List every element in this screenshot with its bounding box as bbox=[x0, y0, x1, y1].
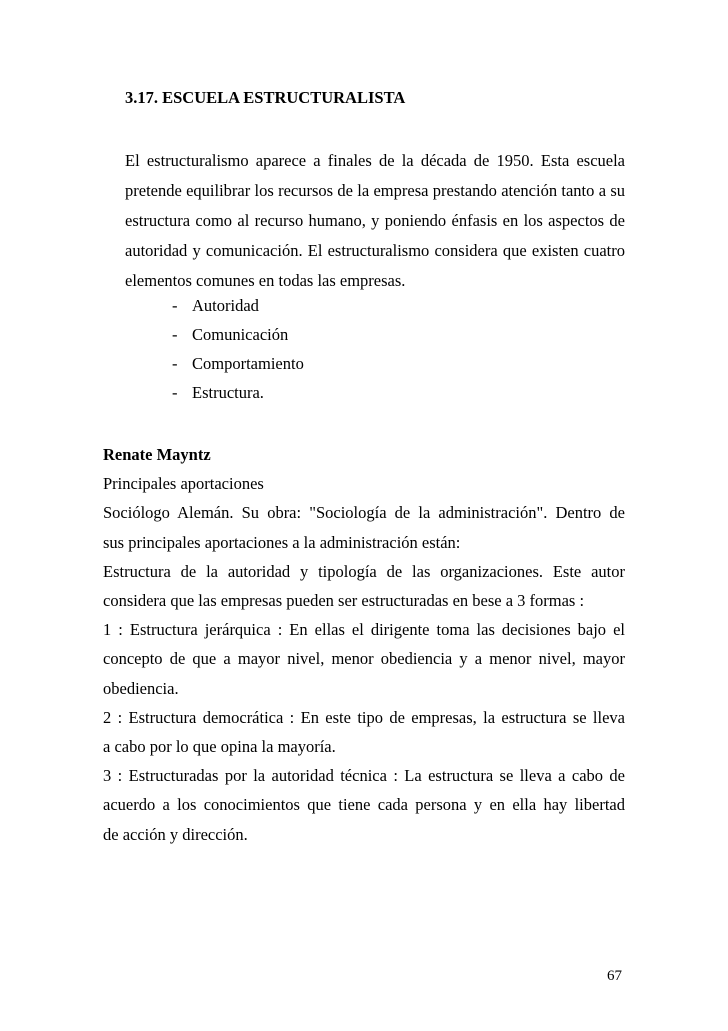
author-subtitle: Principales aportaciones bbox=[103, 474, 264, 494]
body-line: Estructura de la autoridad y tipología de las organizaciones. Este autor bbox=[103, 561, 625, 581]
list-item bbox=[172, 378, 304, 407]
body-line: considera que las empresas pueden ser estructuradas en bese a 3 formas : bbox=[103, 591, 585, 611]
list-dash: - bbox=[172, 296, 178, 315]
elements-list bbox=[172, 291, 304, 407]
list-item bbox=[172, 349, 304, 378]
body-line: concepto de que a mayor nivel, menor obediencia y a menor nivel, mayor bbox=[103, 649, 625, 669]
author-name: Renate Mayntz bbox=[103, 445, 211, 464]
list-item-text: Comportamiento bbox=[192, 354, 304, 373]
list-item-text: Autoridad bbox=[192, 296, 259, 315]
body-line: Sociólogo Alemán. Su obra: "Sociología de la administración". Dentro de bbox=[103, 503, 625, 523]
list-item-text: Comunicación bbox=[192, 325, 289, 344]
list-dash: - bbox=[172, 383, 178, 402]
body-line: a cabo por lo que opina la mayoría. bbox=[103, 737, 336, 757]
body-line: acuerdo a los conocimientos que tiene cada persona y en ella hay libertad bbox=[103, 795, 625, 815]
intro-paragraph: El estructuralismo aparece a finales de la década de 1950. Esta escuela pretende equilibrar los recursos de la empresa prestando atención tanto a su estructura como al recurso humano, y poniendo énfasis en los aspectos de autoridad y comunicación. El estructuralismo considera que existen cuatro elementos comunes en todas las empresas. bbox=[125, 151, 625, 290]
body-line: sus principales aportaciones a la administración están: bbox=[103, 532, 461, 552]
list-dash: - bbox=[172, 354, 178, 373]
body-line: 3 : Estructuradas por la autoridad técnica : La estructura se lleva a cabo de bbox=[103, 766, 625, 786]
list-item bbox=[172, 291, 304, 320]
list-dash: - bbox=[172, 325, 178, 344]
body-line: 1 : Estructura jerárquica : En ellas el dirigente toma las decisiones bajo el bbox=[103, 620, 625, 640]
list-item bbox=[172, 320, 304, 349]
list-item-text: Estructura. bbox=[192, 383, 264, 402]
author-section bbox=[103, 440, 625, 849]
section-heading: 3.17. ESCUELA ESTRUCTURALISTA bbox=[125, 88, 406, 107]
body-line: 2 : Estructura democrática : En este tipo de empresas, la estructura se lleva bbox=[103, 707, 625, 727]
body-line: obediencia. bbox=[103, 678, 179, 698]
page-number: 67 bbox=[607, 968, 622, 984]
body-line: de acción y dirección. bbox=[103, 824, 248, 844]
